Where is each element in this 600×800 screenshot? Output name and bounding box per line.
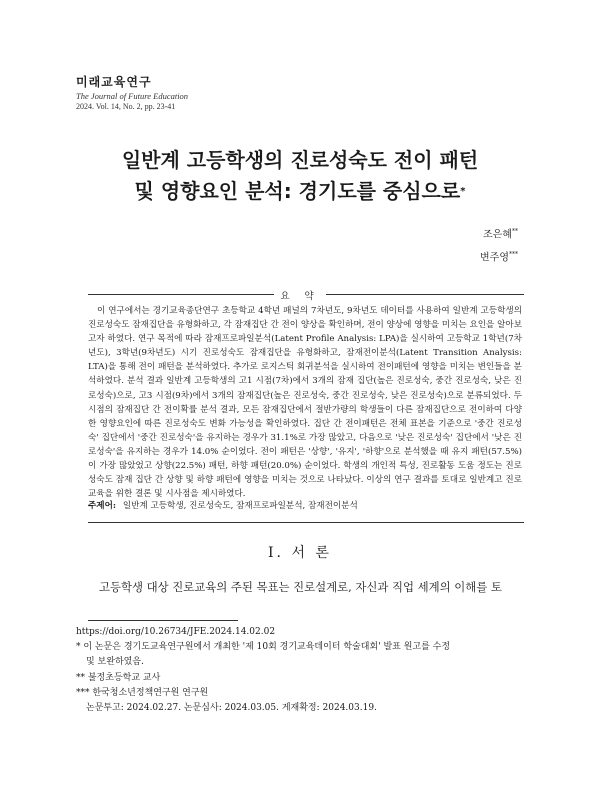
abstract-heading xyxy=(0,288,600,302)
body-paragraph: 고등학생 대상 진로교육의 주된 목표는 진로설계로, 자신과 직업 세계의 이해를 토 xyxy=(99,580,502,594)
journal-english-name: The Journal of Future Education xyxy=(76,91,189,101)
footnotes xyxy=(76,625,528,716)
journal-volume-info: 2024. Vol. 14, No. 2, pp. 23-41 xyxy=(76,102,176,111)
author-list xyxy=(480,222,518,269)
keywords-list: 일반계 고등학생, 진로성숙도, 잠재프로파일분석, 잠재전이분석 xyxy=(122,501,358,511)
author-marker: *** xyxy=(509,251,518,259)
keywords-label: 주제어: xyxy=(88,501,117,511)
author-marker: ** xyxy=(512,228,518,235)
footnote-1-continued: 및 보완하였음. xyxy=(86,657,144,668)
abstract-heading-text: 요 약 xyxy=(274,291,325,302)
footnote-1: * 이 논문은 경기도교육연구원에서 개최한 '제 10회 경기교육데이터 학술대회' 발표 원고를 수정 xyxy=(76,642,451,653)
journal-header xyxy=(76,73,236,111)
abstract-body: 이 연구에서는 경기교육종단연구 초등학교 4학년 패널의 7차년도, 9차년도 데이터를 사용하여 일반계 고등학생의 진로성숙도 잠재집단을 유형화하고, 각 잠재집단 간 전이 양상을 확인하며, 전이 양상에 영향을 미치는 요인을 알아보고자 하였다. 연구 목적에 따라 잠재프로파일분석(Latent Profile Analysis: LPA)을 실시하여 고등학교 1학년(7차년도), 3학년(9차년도) 시기 진로성숙도 잠재집단을 유형화하고, 잠재전이분석(Latent Transition Analysis: LTA)을 통해 전이 패턴을 분석하였다. 추가로 로지스틱 회귀분석을 실시하여 전이패턴에 영향을 미치는 변인들을 분석하였다. 분석 결과 일반계 고등학생의 고1 시점(7차)에서 3개의 잠재 집단(높은 진로성숙, 중간 진로성숙, 낮은 진로성숙)으로, 고3 시점(9차)에서 3개의 잠재집단(높은 진로성숙, 중간 진로성숙, 낮은 진로성숙)으로 분류되었다. 두 시점의 잠재집단 간 전이확률 분석 결과, 모든 잠재집단에서 절반가량의 학생들이 다른 잠재집단으로 전이하여 다양한 영향요인에 따른 진로성숙도 변화 가능성을 확인하였다. 집단 간 전이패턴은 전체 표본을 기준으로 '중간 진로성숙' 집단에서 '중간 진로성숙'을 유지하는 경우가 31.1%로 가장 많았고, 다음으로 '낮은 진로성숙' 집단에서 '낮은 진로성숙'을 유지하는 경우가 14.0% 순이었다. 전이 패턴은 '상향', '유지', '하향'으로 분석했을 때 유지 패턴(57.5%)이 가장 많았었고 상향(22.5%) 패턴, 하향 패턴(20.0%) 순이었다. 학생의 개인적 특성, 진로활동 도움 정도는 진로성숙도 잠재 집단 간 상향 및 하향 패턴에 영향을 미치는 것으로 나타났다. 이상의 연구 결과를 토대로 일반계고 진로교육을 위한 결론 및 시사점을 제시하였다. xyxy=(88,306,522,500)
section-heading: Ⅰ. 서 론 xyxy=(268,545,332,561)
author-1 xyxy=(480,222,518,245)
abstract-bottom-rule xyxy=(88,522,524,523)
footnote-3: *** 한국청소년정책연구원 연구원 xyxy=(76,687,209,698)
title-line-2 xyxy=(0,176,600,207)
journal-name: 미래교육연구 xyxy=(76,75,152,89)
author-name: 조은혜 xyxy=(483,229,512,241)
paper-title xyxy=(0,145,600,207)
submission-dates: 논문투고: 2024.02.27. 논문심사: 2024.03.05. 게재확정: 2024.03.19. xyxy=(86,703,377,714)
title-line-2-text: 및 영향요인 분석: 경기도를 중심으로 xyxy=(134,179,461,203)
doi-link[interactable]: https://doi.org/10.26734/JFE.2024.14.02.02 xyxy=(76,627,276,637)
keywords xyxy=(88,499,522,513)
author-2 xyxy=(480,245,518,268)
footnote-rule xyxy=(88,620,238,621)
footnote-2: ** 불정초등학교 교사 xyxy=(76,672,161,683)
title-line-1: 일반계 고등학생의 진로성숙도 전이 패턴 xyxy=(121,148,479,172)
author-name: 변주영 xyxy=(480,252,509,264)
title-footnote-marker: * xyxy=(460,186,466,197)
